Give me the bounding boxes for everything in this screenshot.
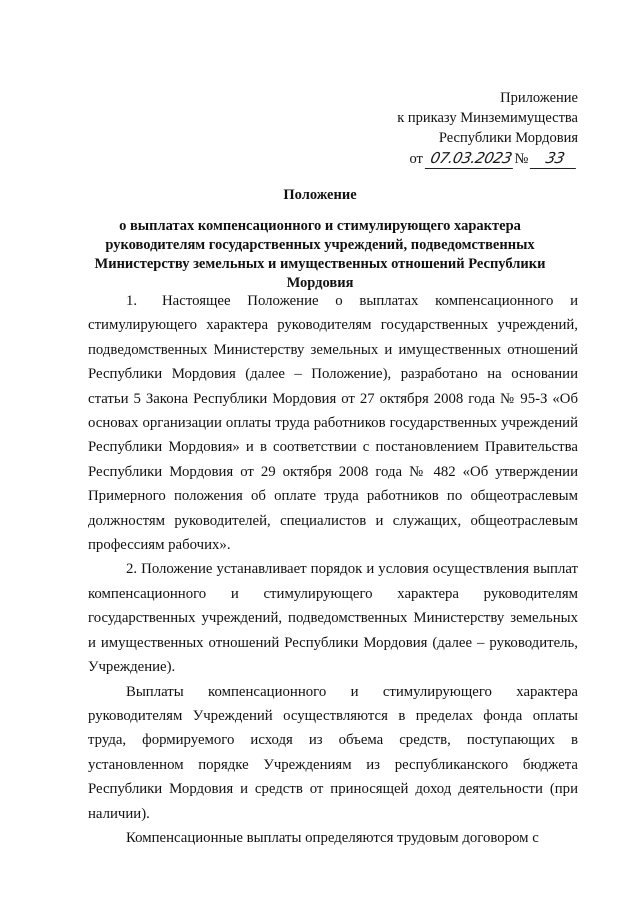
appendix-republic: Республики Мордовия bbox=[438, 130, 578, 146]
document-body bbox=[88, 289, 578, 850]
paragraph-1 bbox=[88, 289, 578, 557]
document-title bbox=[60, 186, 580, 293]
paragraph-2: 2. Положение устанавливает порядок и условия осуществления выплат компенсационного и стимулирующего характера руководителям государственных учреждений, подведомственных Министерству земельных и имущественных отношений Республики Мордовия (далее – руководитель, Учреждение). bbox=[88, 561, 578, 676]
appendix-date-line bbox=[397, 148, 578, 169]
paragraph-4: Компенсационные выплаты определяются трудовым договором с bbox=[126, 829, 539, 846]
paragraph-1-text: Настоящее Положение о выплатах компенсационного и стимулирующего характера руководителям государственных учреждений, подведомственных Министерству земельных и имущественных отношений Республики Мордовия (далее – Положение), разработано на основании статьи 5 Закона Республики Мордовия от 27 октября 2008 года № 95-З «Об основах организации оплаты труда работников государственных учреждений Республики Мордовия» и в соответствии с постановлением Правительства Республики Мордовия от 29 октября 2008 года № 482 «Об утверждении Примерного положения об оплате труда работников по общеотраслевым должностям руководителей, специалистов и служащих, общеотраслевым профессиям рабочих». bbox=[88, 293, 578, 554]
appendix-title: Приложение bbox=[500, 90, 578, 106]
handwritten-date: 07.03.2023 bbox=[424, 148, 516, 169]
title-subtitle: о выплатах компенсационного и стимулирующего характера руководителям государственных учреждений, подведомственных Министерству земельных и имущественных отношений Республики Мордовия bbox=[94, 218, 546, 291]
paragraph-1-number: 1. bbox=[126, 293, 138, 309]
appendix-block bbox=[397, 88, 578, 169]
handwritten-number: 33 bbox=[530, 148, 580, 169]
paragraph-3: Выплаты компенсационного и стимулирующего характера руководителям Учреждений осуществляются в пределах фонда оплаты труда, формируемого исходя из объема средств, поступающих в установленном порядке Учреждениям из республиканского бюджета Республики Мордовия и средств от приносящей доход деятельности (при наличии). bbox=[88, 683, 578, 822]
title-heading: Положение bbox=[283, 187, 357, 203]
number-sign: № bbox=[514, 151, 529, 167]
appendix-order-ref: к приказу Минземимущества bbox=[397, 110, 578, 126]
date-prefix: от bbox=[409, 151, 423, 167]
